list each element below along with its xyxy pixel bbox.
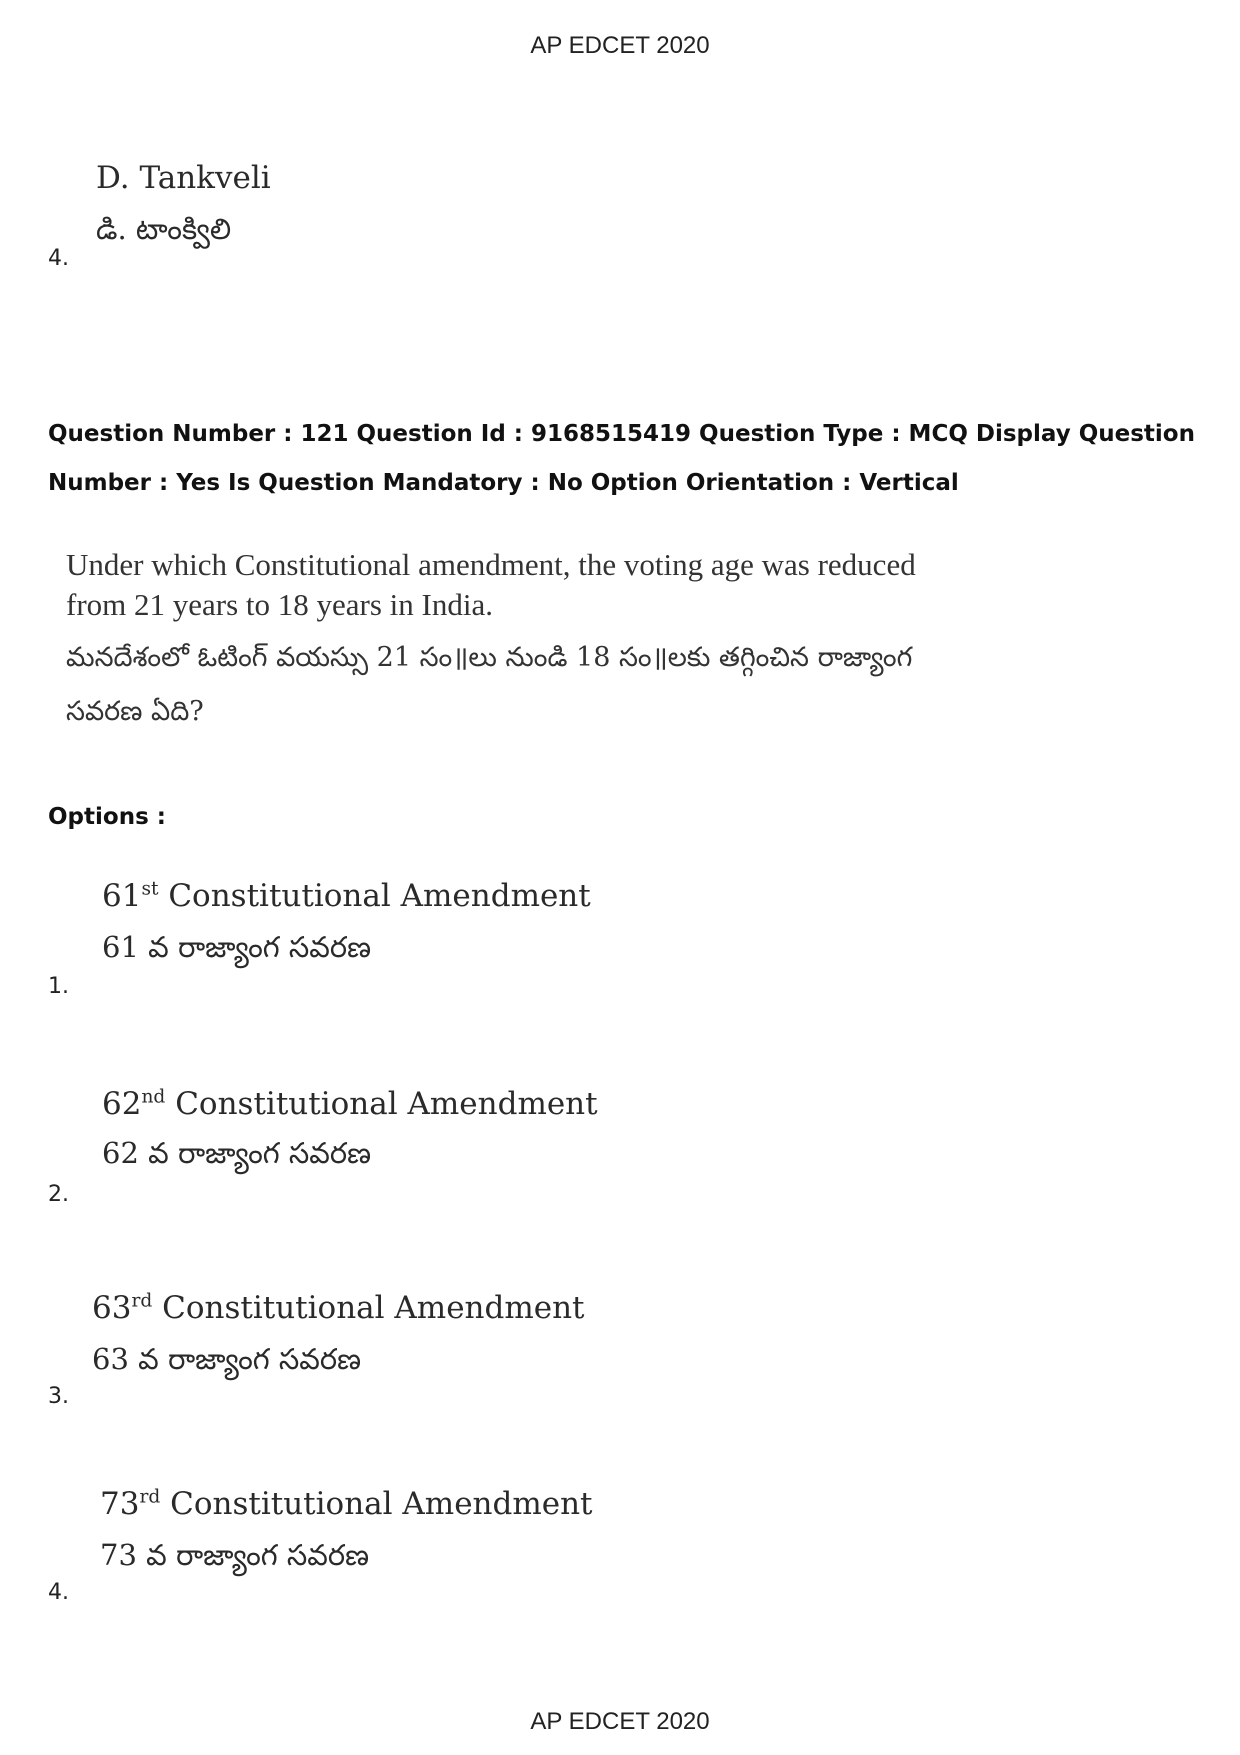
option-telugu-text: డి. టాంక్విలి — [96, 212, 232, 246]
option-english-text: 63rd Constitutional Amendment — [92, 1290, 585, 1326]
option-2[interactable] — [48, 1086, 748, 1216]
option-number: 4. — [48, 246, 69, 271]
question-meta-line-2: Number : Yes Is Question Mandatory : No Option Orientation : Vertical — [48, 470, 959, 496]
option-1[interactable] — [48, 878, 748, 1008]
option-english-text: 62nd Constitutional Amendment — [102, 1086, 598, 1122]
options-label: Options : — [48, 804, 166, 830]
page-footer: AP EDCET 2020 — [530, 1708, 710, 1735]
question-meta-line-1: Question Number : 121 Question Id : 9168515419 Question Type : MCQ Display Question — [48, 421, 1195, 447]
option-number: 1. — [48, 974, 69, 999]
question-telugu-line-2: సవరణ ఏది? — [66, 696, 204, 727]
option-number: 4. — [48, 1580, 69, 1605]
previous-option-4 — [48, 160, 548, 280]
option-english-text: D. Tankveli — [96, 160, 271, 196]
option-telugu-text: 62 వ రాజ్యాంగ సవరణ — [102, 1136, 372, 1170]
option-number: 3. — [48, 1384, 69, 1409]
question-english-line-1: Under which Constitutional amendment, the voting age was reduced — [66, 547, 916, 582]
option-telugu-text: 73 వ రాజ్యాంగ సవరణ — [100, 1538, 370, 1572]
question-english-line-2: from 21 years to 18 years in India. — [66, 587, 493, 622]
option-english-text: 61st Constitutional Amendment — [102, 878, 591, 914]
question-meta — [48, 410, 1198, 508]
question-telugu-line-1: మనదేశంలో ఓటింగ్ వయస్సు 21 సం॥లు నుండి 18 సం॥లకు తగ్గించిన రాజ్యాంగ — [66, 642, 913, 673]
question-text-block — [66, 545, 966, 745]
page-header: AP EDCET 2020 — [530, 32, 710, 59]
option-english-text: 73rd Constitutional Amendment — [100, 1486, 593, 1522]
option-telugu-text: 61 వ రాజ్యాంగ సవరణ — [102, 930, 372, 964]
option-number: 2. — [48, 1182, 69, 1207]
option-telugu-text: 63 వ రాజ్యాంగ సవరణ — [92, 1342, 362, 1376]
option-3[interactable] — [48, 1290, 748, 1420]
option-4[interactable] — [48, 1486, 748, 1616]
